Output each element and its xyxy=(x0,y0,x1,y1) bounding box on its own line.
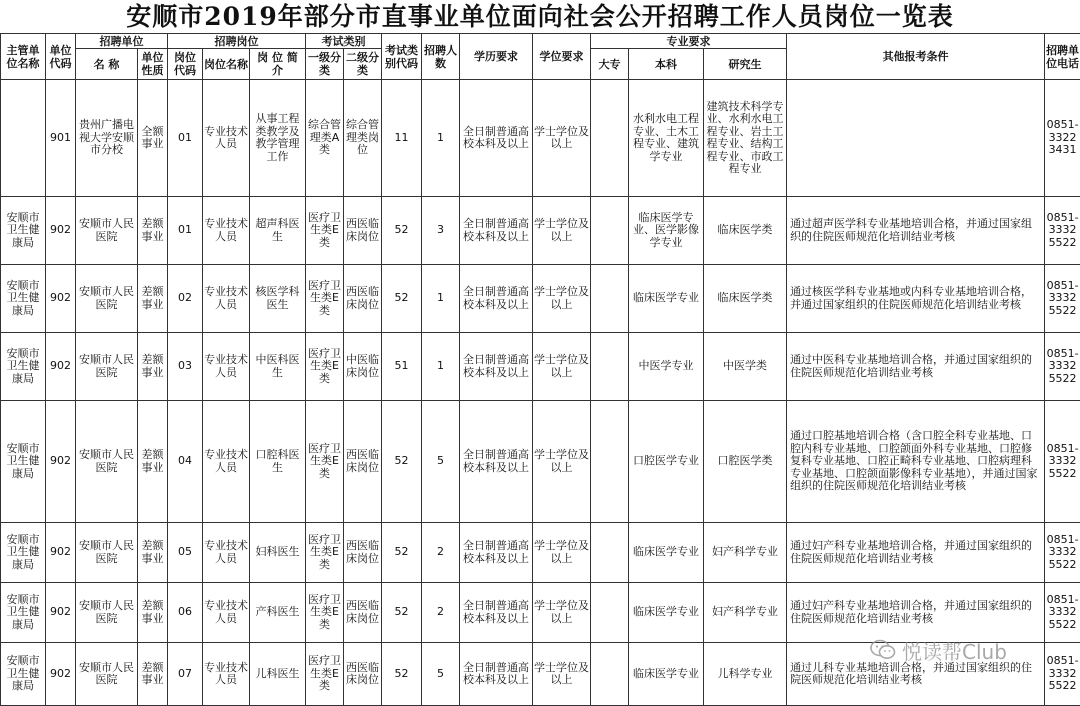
cell-edu: 全日制普通高校本科及以上 xyxy=(460,401,533,523)
cell-other: 通过口腔基地培训合格（含口腔全科专业基地、口腔内科专业基地、口腔颌面外科专业基地、口腔修复科专业基地、口腔正畸科专业基地、口腔病理科专业基地、口腔颌面影像科专业基地），并通过国家组织的住院医师规范化培训结业考核 xyxy=(787,401,1045,523)
cell-phone: 0851-33325522 xyxy=(1045,583,1080,643)
cell-dazhuan xyxy=(591,197,629,265)
table-row xyxy=(1,197,1080,265)
cell-dept: 安顺市卫生健康局 xyxy=(1,333,46,401)
header-unit-code: 单位代码 xyxy=(46,34,76,80)
cell-post-desc: 妇科医生 xyxy=(250,523,306,583)
cell-dept xyxy=(1,80,46,197)
cell-post-code: 04 xyxy=(168,401,203,523)
cell-edu: 全日制普通高校本科及以上 xyxy=(460,265,533,333)
cell-phone: 0851-33223431 xyxy=(1045,80,1080,197)
cell-unit-nature: 差额事业 xyxy=(138,583,168,643)
cell-post-name: 专业技术人员 xyxy=(203,80,250,197)
cell-post-code: 07 xyxy=(168,643,203,706)
cell-num: 2 xyxy=(422,583,460,643)
cell-num: 5 xyxy=(422,401,460,523)
cell-unit-name: 安顺市人民医院 xyxy=(76,401,138,523)
header-edu: 学历要求 xyxy=(460,34,533,80)
cell-exam-code: 52 xyxy=(382,265,422,333)
cell-phone: 0851-33325522 xyxy=(1045,401,1080,523)
cell-post-code: 02 xyxy=(168,265,203,333)
cell-phone: 0851-33325522 xyxy=(1045,265,1080,333)
cell-dept: 安顺市卫生健康局 xyxy=(1,643,46,706)
header-cat1: 一级分类 xyxy=(306,49,344,80)
cell-unit-code: 901 xyxy=(46,80,76,197)
cell-unit-code: 902 xyxy=(46,197,76,265)
cell-unit-nature: 差额事业 xyxy=(138,401,168,523)
cell-exam-code: 52 xyxy=(382,583,422,643)
cell-unit-code: 902 xyxy=(46,265,76,333)
cell-degree: 学士学位及以上 xyxy=(533,583,591,643)
cell-degree: 学士学位及以上 xyxy=(533,80,591,197)
cell-exam-code: 52 xyxy=(382,401,422,523)
cell-unit-nature: 差额事业 xyxy=(138,265,168,333)
cell-post-name: 专业技术人员 xyxy=(203,197,250,265)
cell-unit-nature: 差额事业 xyxy=(138,643,168,706)
cell-cat2: 西医临床岗位 xyxy=(344,401,382,523)
cell-dept: 安顺市卫生健康局 xyxy=(1,523,46,583)
cell-unit-nature: 差额事业 xyxy=(138,197,168,265)
header-major-req: 专业要求 xyxy=(591,34,787,49)
cell-benke: 临床医学专业 xyxy=(629,583,704,643)
cell-cat2: 西医临床岗位 xyxy=(344,197,382,265)
cell-post-name: 专业技术人员 xyxy=(203,265,250,333)
cell-unit-code: 902 xyxy=(46,401,76,523)
cell-unit-name: 安顺市人民医院 xyxy=(76,265,138,333)
cell-post-code: 03 xyxy=(168,333,203,401)
header-phone: 招聘单位电话 xyxy=(1045,34,1080,80)
cell-cat1: 医疗卫生类E类 xyxy=(306,583,344,643)
cell-yanjiusheng: 妇产科学专业 xyxy=(704,523,787,583)
cell-post-name: 专业技术人员 xyxy=(203,333,250,401)
cell-cat2: 西医临床岗位 xyxy=(344,265,382,333)
header-dept-name: 主管单位名称 xyxy=(1,34,46,80)
cell-dazhuan xyxy=(591,643,629,706)
cell-cat1: 医疗卫生类E类 xyxy=(306,523,344,583)
cell-benke: 临床医学专业 xyxy=(629,265,704,333)
cell-dept: 安顺市卫生健康局 xyxy=(1,583,46,643)
cell-yanjiusheng: 口腔医学类 xyxy=(704,401,787,523)
cell-cat2: 综合管理类岗位 xyxy=(344,80,382,197)
cell-yanjiusheng: 临床医学类 xyxy=(704,265,787,333)
cell-other: 通过妇产科专业基地培训合格，并通过国家组织的住院医师规范化培训结业考核 xyxy=(787,523,1045,583)
cell-num: 2 xyxy=(422,523,460,583)
cell-phone: 0851-33325522 xyxy=(1045,333,1080,401)
cell-benke: 临床医学专业 xyxy=(629,523,704,583)
header-post-name: 岗位名称 xyxy=(203,49,250,80)
header-num: 招聘人数 xyxy=(422,34,460,80)
cell-phone: 0851-33325522 xyxy=(1045,643,1080,706)
cell-edu: 全日制普通高校本科及以上 xyxy=(460,523,533,583)
cell-num: 3 xyxy=(422,197,460,265)
cell-degree: 学士学位及以上 xyxy=(533,523,591,583)
cell-cat2: 中医临床岗位 xyxy=(344,333,382,401)
cell-dept: 安顺市卫生健康局 xyxy=(1,401,46,523)
header-yanjiusheng: 研究生 xyxy=(704,49,787,80)
cell-num: 1 xyxy=(422,265,460,333)
cell-other: 通过儿科专业基地培训合格，并通过国家组织的住院医师规范化培训结业考核 xyxy=(787,643,1045,706)
cell-post-name: 专业技术人员 xyxy=(203,401,250,523)
cell-degree: 学士学位及以上 xyxy=(533,333,591,401)
cell-edu: 全日制普通高校本科及以上 xyxy=(460,643,533,706)
cell-dazhuan xyxy=(591,583,629,643)
cell-post-code: 01 xyxy=(168,197,203,265)
cell-cat1: 综合管理类A类 xyxy=(306,80,344,197)
cell-post-desc: 超声科医生 xyxy=(250,197,306,265)
cell-exam-code: 52 xyxy=(382,643,422,706)
cell-yanjiusheng: 儿科学专业 xyxy=(704,643,787,706)
cell-edu: 全日制普通高校本科及以上 xyxy=(460,80,533,197)
cell-post-code: 06 xyxy=(168,583,203,643)
cell-post-name: 专业技术人员 xyxy=(203,523,250,583)
cell-post-name: 专业技术人员 xyxy=(203,643,250,706)
header-cat2: 二级分类 xyxy=(344,49,382,80)
cell-unit-name: 安顺市人民医院 xyxy=(76,583,138,643)
cell-other: 通过妇产科专业基地培训合格，并通过国家组织的住院医师规范化培训结业考核 xyxy=(787,583,1045,643)
cell-cat2: 西医临床岗位 xyxy=(344,643,382,706)
cell-benke: 临床医学专业 xyxy=(629,643,704,706)
table-row xyxy=(1,265,1080,333)
cell-unit-code: 902 xyxy=(46,583,76,643)
watermark xyxy=(870,634,1050,666)
cell-unit-code: 902 xyxy=(46,333,76,401)
cell-other: 通过核医学科专业基地或内科专业基地培训合格，并通过国家组织的住院医师规范化培训结业考核 xyxy=(787,265,1045,333)
cell-dazhuan xyxy=(591,80,629,197)
cell-cat2: 西医临床岗位 xyxy=(344,523,382,583)
header-unit-nature: 单位性质 xyxy=(138,49,168,80)
cell-post-desc: 产科医生 xyxy=(250,583,306,643)
cell-post-code: 01 xyxy=(168,80,203,197)
cell-benke: 水利水电工程专业、土木工程专业、建筑学专业 xyxy=(629,80,704,197)
header-benke: 本科 xyxy=(629,49,704,80)
cell-other: 通过超声医学科专业基地培训合格，并通过国家组织的住院医师规范化培训结业考核 xyxy=(787,197,1045,265)
header-recruit-unit: 招聘单位 xyxy=(76,34,168,49)
cell-dept: 安顺市卫生健康局 xyxy=(1,265,46,333)
cell-cat1: 医疗卫生类E类 xyxy=(306,265,344,333)
header-recruit-post: 招聘岗位 xyxy=(168,34,306,49)
cell-dazhuan xyxy=(591,265,629,333)
cell-post-desc: 从事工程类教学及教学管理工作 xyxy=(250,80,306,197)
cell-yanjiusheng: 建筑技术科学专业、水利水电工程专业、岩土工程专业、结构工程专业、市政工程专业 xyxy=(704,80,787,197)
header-dazhuan: 大专 xyxy=(591,49,629,80)
cell-yanjiusheng: 中医学类 xyxy=(704,333,787,401)
table-row xyxy=(1,523,1080,583)
header-row-1 xyxy=(1,34,1080,49)
cell-benke: 临床医学专业、医学影像学专业 xyxy=(629,197,704,265)
cell-cat1: 医疗卫生类E类 xyxy=(306,333,344,401)
cell-exam-code: 52 xyxy=(382,197,422,265)
wechat-icon xyxy=(870,639,896,661)
cell-unit-name: 安顺市人民医院 xyxy=(76,333,138,401)
cell-post-desc: 中医科医生 xyxy=(250,333,306,401)
header-degree: 学位要求 xyxy=(533,34,591,80)
watermark-text: 悦读帮Club xyxy=(902,636,1007,665)
cell-dept: 安顺市卫生健康局 xyxy=(1,197,46,265)
cell-phone: 0851-33325522 xyxy=(1045,197,1080,265)
header-exam-type: 考试类别 xyxy=(306,34,382,49)
cell-degree: 学士学位及以上 xyxy=(533,265,591,333)
cell-benke: 中医学专业 xyxy=(629,333,704,401)
cell-dazhuan xyxy=(591,333,629,401)
cell-degree: 学士学位及以上 xyxy=(533,197,591,265)
cell-degree: 学士学位及以上 xyxy=(533,643,591,706)
cell-exam-code: 51 xyxy=(382,333,422,401)
table-body xyxy=(1,80,1080,706)
header-post-desc: 岗 位 简 介 xyxy=(250,49,306,80)
cell-unit-name: 安顺市人民医院 xyxy=(76,643,138,706)
cell-num: 1 xyxy=(422,333,460,401)
cell-cat1: 医疗卫生类E类 xyxy=(306,643,344,706)
page-title: 安顺市2019年部分市直事业单位面向社会公开招聘工作人员岗位一览表 xyxy=(0,0,1080,33)
cell-other xyxy=(787,80,1045,197)
cell-num: 1 xyxy=(422,80,460,197)
cell-unit-code: 902 xyxy=(46,643,76,706)
cell-edu: 全日制普通高校本科及以上 xyxy=(460,583,533,643)
cell-post-desc: 儿科医生 xyxy=(250,643,306,706)
cell-post-desc: 口腔科医生 xyxy=(250,401,306,523)
cell-dazhuan xyxy=(591,401,629,523)
cell-cat1: 医疗卫生类E类 xyxy=(306,197,344,265)
cell-unit-name: 安顺市人民医院 xyxy=(76,523,138,583)
header-exam-code: 考试类别代码 xyxy=(382,34,422,80)
cell-post-name: 专业技术人员 xyxy=(203,583,250,643)
header-unit-name: 名 称 xyxy=(76,49,138,80)
cell-degree: 学士学位及以上 xyxy=(533,401,591,523)
table-row xyxy=(1,401,1080,523)
table-row xyxy=(1,333,1080,401)
cell-cat2: 西医临床岗位 xyxy=(344,583,382,643)
cell-post-desc: 核医学科医生 xyxy=(250,265,306,333)
cell-unit-nature: 差额事业 xyxy=(138,523,168,583)
cell-phone: 0851-33325522 xyxy=(1045,523,1080,583)
cell-num: 5 xyxy=(422,643,460,706)
cell-yanjiusheng: 妇产科学专业 xyxy=(704,583,787,643)
cell-benke: 口腔医学专业 xyxy=(629,401,704,523)
cell-unit-name: 安顺市人民医院 xyxy=(76,197,138,265)
cell-other: 通过中医科专业基地培训合格，并通过国家组织的住院医师规范化培训结业考核 xyxy=(787,333,1045,401)
cell-post-code: 05 xyxy=(168,523,203,583)
cell-dazhuan xyxy=(591,523,629,583)
cell-unit-nature: 差额事业 xyxy=(138,333,168,401)
cell-edu: 全日制普通高校本科及以上 xyxy=(460,197,533,265)
header-post-code: 岗位代码 xyxy=(168,49,203,80)
header-other: 其他报考条件 xyxy=(787,34,1045,80)
table-row xyxy=(1,80,1080,197)
cell-cat1: 医疗卫生类E类 xyxy=(306,401,344,523)
cell-unit-code: 902 xyxy=(46,523,76,583)
recruitment-table xyxy=(0,33,1080,706)
cell-exam-code: 11 xyxy=(382,80,422,197)
cell-exam-code: 52 xyxy=(382,523,422,583)
cell-edu: 全日制普通高校本科及以上 xyxy=(460,333,533,401)
cell-yanjiusheng: 临床医学类 xyxy=(704,197,787,265)
cell-unit-nature: 全额事业 xyxy=(138,80,168,197)
cell-unit-name: 贵州广播电视大学安顺市分校 xyxy=(76,80,138,197)
